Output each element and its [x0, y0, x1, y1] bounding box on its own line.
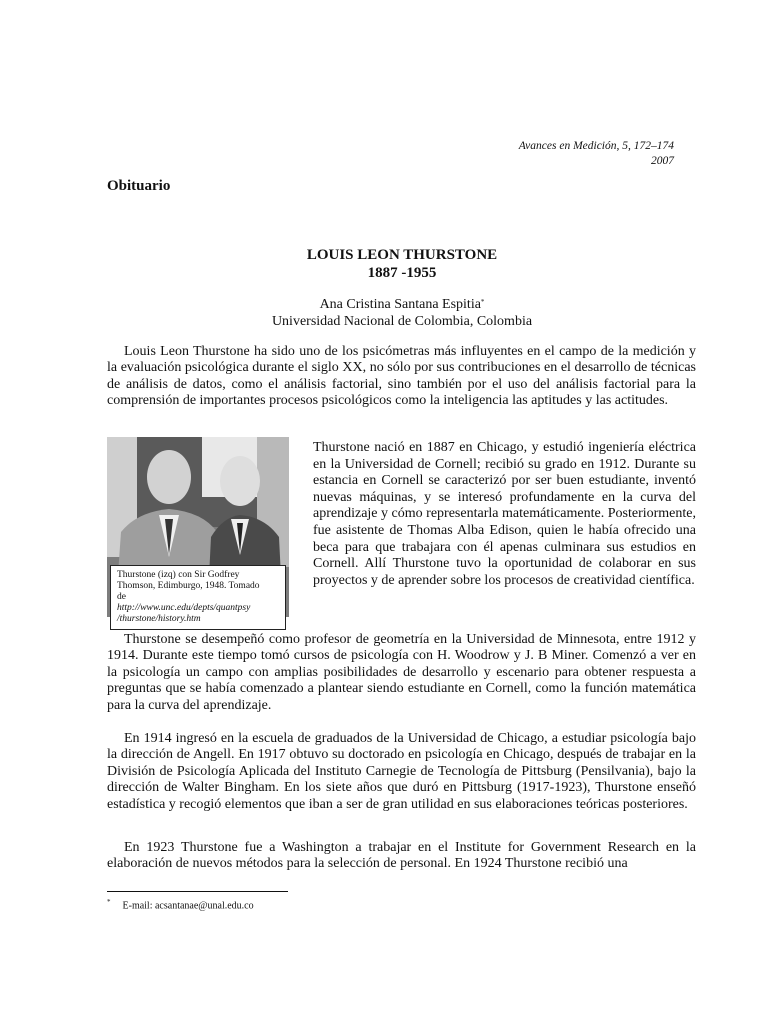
journal-year: 2007	[651, 155, 674, 167]
section-label: Obituario	[107, 178, 171, 194]
title-name: LOUIS LEON THURSTONE	[306, 247, 498, 263]
author-name: Ana Cristina Santana Espitia	[319, 297, 481, 312]
paragraph-2: Thurstone nació en 1887 en Chicago, y estudió ingeniería eléctrica en la Universidad de Cornell; recibió su grado en 1912. Durante su estancia en Cornell se caracterizó por ser buen estudiante, inventó nuevas máquinas, y se interesó profundamente en la curva del aprendizaje y cómo representarla matemáticamente. Posteriormente, fue asistente de Thomas Alba Edison, quien le había ofrecido una beca para que trabajara con él apenas culminara sus estudios en Cornell. Allí Thurstone tuvo la oportunidad de colaborar en sus proyectos y de aprender sobre los procesos de creatividad científica.	[313, 440, 696, 588]
author-block	[0, 296, 768, 330]
caption-line: Thurstone (izq) con Sir Godfrey	[117, 570, 240, 580]
caption-line: Thomson, Edimburgo, 1948. Tomado	[117, 581, 260, 591]
footnote	[107, 898, 254, 911]
caption-url-continued: /thurstone/history.htm	[117, 614, 201, 624]
caption-prefix: de	[117, 592, 126, 602]
photo-caption	[110, 565, 286, 630]
footnote-rule	[107, 891, 288, 892]
journal-citation	[374, 139, 674, 169]
title-dates: 1887 -1955	[367, 265, 437, 281]
caption-url: http://www.unc.edu/depts/quantpsy	[117, 603, 251, 613]
author-footnote-marker: *	[480, 298, 485, 306]
footnote-marker: *	[107, 898, 111, 906]
article-title	[0, 246, 768, 282]
journal-name: Avances en Medición, 5, 172–174	[518, 140, 674, 152]
paragraph-3: Thurstone se desempeñó como profesor de geometría en la Universidad de Minnesota, entre 1912 y 1914. Durante este tiempo tomó cursos de psicología con H. Woodrow y J. B Miner. Comenzó a ver en la psicología un campo con amplias posibilidades de desarrollo y escenario para obtener respuesta a preguntas que se había comenzado a plantear siendo estudiante en Cornell, como la función matemática para la curva del aprendizaje.	[107, 632, 696, 713]
paragraph-1: Louis Leon Thurstone ha sido uno de los psicómetras más influyentes en el campo de la medición y la evaluación psicológica durante el siglo XX, no sólo por sus contribuciones en el desarrollo de técnicas de análisis de datos, como el análisis factorial, sino también por el uso del análisis factorial para la comprensión de importantes procesos psicológicos como la inteligencia las aptitudes y las actitudes.	[107, 344, 696, 409]
paragraph-4: En 1914 ingresó en la escuela de graduados de la Universidad de Chicago, a estudiar psicología bajo la dirección de Angell. En 1917 obtuvo su doctorado en psicología en Chicago, después de trabajar en la División de Psicología Aplicada del Instituto Carnegie de Tecnología de Pittsburg (Pensilvania), bajo la dirección de Walter Bingham. En los siete años que duró en Pittsburg (1917-1923), Thurstone enseñó estadística y recogió elementos que iban a ser de gran utilidad en sus elaboraciones teóricas posteriores.	[107, 731, 696, 812]
paragraph-5: En 1923 Thurstone fue a Washington a trabajar en el Institute for Government Research en la elaboración de nuevos métodos para la selección de personal. En 1924 Thurstone recibió una	[107, 840, 696, 872]
caption-line	[117, 592, 279, 614]
author-line	[0, 296, 768, 313]
footnote-text: E-mail: acsantanae@unal.edu.co	[122, 900, 254, 912]
author-affiliation: Universidad Nacional de Colombia, Colombia	[271, 314, 533, 329]
